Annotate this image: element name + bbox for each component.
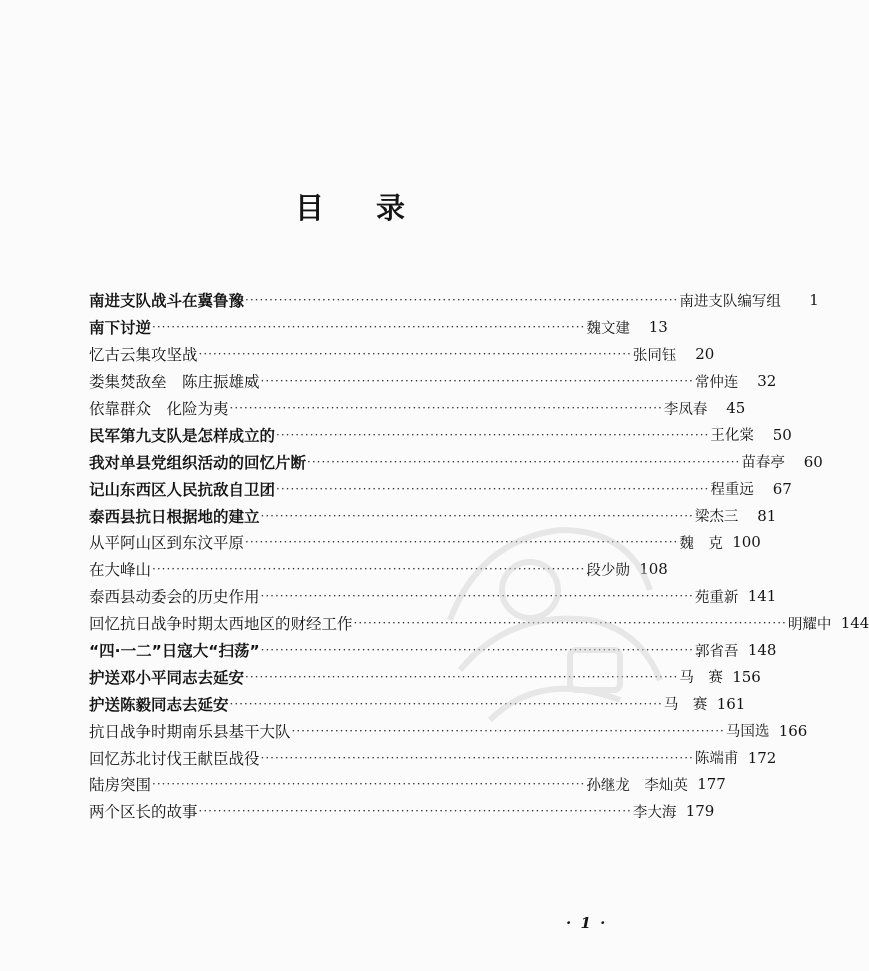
toc-entry-author: 梁杰三 [694,509,739,526]
toc-entry-page: 177 [697,775,726,794]
toc-leader-dots: ·························································································· [276,481,710,496]
table-of-contents [89,287,869,825]
toc-leader-dots: ·························································································· [291,723,725,738]
page-number: · 1 · [566,914,608,932]
toc-entry [89,771,726,798]
toc-leader-dots: ·························································································· [307,454,741,469]
toc-leader-dots: ·························································································· [353,616,787,631]
toc-leader-dots: ·························································································· [260,508,694,523]
toc-entry-author: 马国选 [725,724,770,741]
toc-leader-dots: ·························································································· [260,589,694,604]
toc-entry-author: 郭省吾 [694,643,739,660]
toc-leader-dots: ·························································································· [245,535,679,550]
toc-leader-dots: ·························································································· [229,401,663,415]
toc-entry-page: 1 [809,291,819,310]
toc-entry [89,717,808,744]
toc-entry-page: 45 [726,399,746,417]
toc-entry-author: 李凤春 [663,401,708,418]
toc-entry-title: 陆房突围 [89,776,152,795]
toc-entry-title: 在大峰山 [89,561,152,580]
toc-entry [89,341,715,368]
toc-entry-title: 我对单县党组织活动的回忆片断 [89,453,307,472]
toc-entry-author: 段少勋 [586,562,630,579]
toc-entry-title: 泰西县抗日根据地的建立 [89,507,260,526]
toc-entry-page: 13 [648,318,668,337]
toc-leader-dots: ·························································································· [245,669,679,684]
toc-entry [89,475,792,502]
toc-entry-page: 81 [757,506,777,525]
toc-entry [89,744,777,771]
toc-entry-page: 100 [732,533,761,552]
toc-entry-author: 程重远 [710,482,754,499]
toc-entry [89,368,777,395]
toc-entry-author: 明耀中 [787,616,832,633]
toc-leader-dots: ·························································································· [198,347,632,362]
toc-entry-title: 护送邓小平同志去延安 [89,668,245,687]
toc-entry-title: 泰西县动委会的历史作用 [89,588,260,607]
toc-leader-dots: ·························································································· [260,643,694,658]
toc-entry-author: 李大海 [632,804,677,821]
toc-entry-author: 马 赛 [679,670,723,687]
toc-entry-title: 回忆抗日战争时期太西地区的财经工作 [89,615,353,634]
toc-entry-page: 166 [778,721,808,740]
toc-entry-title: 护送陈毅同志去延安 [89,695,229,714]
toc-entry [89,690,746,717]
toc-entry-title: 南下讨逆 [89,319,152,338]
toc-entry-author: 魏 克 [679,535,723,552]
toc-entry [89,556,668,583]
toc-entry-page: 161 [716,694,746,713]
toc-entry-title: “四·一二”日寇大“扫荡” [89,642,260,661]
toc-entry [89,395,746,422]
toc-entry-page: 108 [639,560,668,579]
toc-entry [89,287,819,314]
toc-entry-title: 从平阿山区到东汶平原 [89,534,245,553]
toc-entry-author: 陈端甫 [694,751,739,768]
toc-entry [89,663,761,690]
toc-leader-dots: ·························································································· [245,293,679,308]
toc-entry-author: 南进支队编写组 [679,293,781,310]
page-title: 目录 [294,191,457,225]
toc-entry-page: 148 [747,641,777,660]
toc-entry-author: 苑重新 [694,589,739,606]
toc-entry [89,314,668,341]
toc-entry-page: 60 [803,452,823,471]
toc-entry [89,798,715,825]
toc-entry-title: 南进支队战斗在冀鲁豫 [89,292,245,311]
toc-entry-author: 苗春亭 [741,455,785,472]
toc-entry [89,637,777,664]
toc-entry [89,448,823,475]
toc-entry-page: 50 [772,425,792,444]
toc-leader-dots: ·························································································· [152,777,586,792]
toc-entry-author: 魏文建 [586,320,630,337]
toc-entry-author: 张同钰 [632,347,677,364]
toc-entry-page: 141 [747,587,777,606]
toc-entry [89,529,761,556]
toc-entry [89,421,792,448]
toc-entry-title: 依靠群众 化险为夷 [89,400,229,418]
toc-leader-dots: ·························································································· [198,804,632,819]
toc-entry-title: 两个区长的故事 [89,803,198,822]
toc-leader-dots: ·························································································· [260,374,694,389]
toc-entry-author: 孙继龙 李灿英 [586,777,688,794]
toc-leader-dots: ·························································································· [152,320,586,335]
toc-entry-page: 156 [732,667,761,686]
toc-entry-author: 马 赛 [663,697,708,714]
toc-entry-title: 忆古云集攻坚战 [89,346,198,365]
toc-entry-page: 179 [685,802,715,821]
toc-leader-dots: ·························································································· [276,427,710,442]
toc-entry-page: 67 [772,479,792,498]
toc-entry-page: 172 [747,748,777,767]
toc-leader-dots: ·························································································· [152,562,586,577]
toc-entry-page: 32 [757,372,777,391]
toc-entry [89,502,777,529]
toc-entry-title: 抗日战争时期南乐县基干大队 [89,722,291,741]
toc-leader-dots: ·························································································· [229,696,663,711]
toc-entry [89,610,869,637]
toc-entry-title: 民军第九支队是怎样成立的 [89,426,276,445]
toc-entry-author: 常仲连 [694,374,739,391]
toc-entry-title: 记山东西区人民抗敌自卫团 [89,480,276,499]
toc-leader-dots: ·························································································· [260,750,694,765]
toc-entry-page: 144 [840,614,869,633]
toc-entry-page: 20 [695,345,715,364]
toc-entry-title: 回忆苏北讨伐王献臣战役 [89,749,260,768]
toc-entry [89,583,777,610]
toc-entry-title: 娄集焚敌垒 陈庄振雄威 [89,373,260,392]
toc-entry-author: 王化棠 [710,428,754,445]
